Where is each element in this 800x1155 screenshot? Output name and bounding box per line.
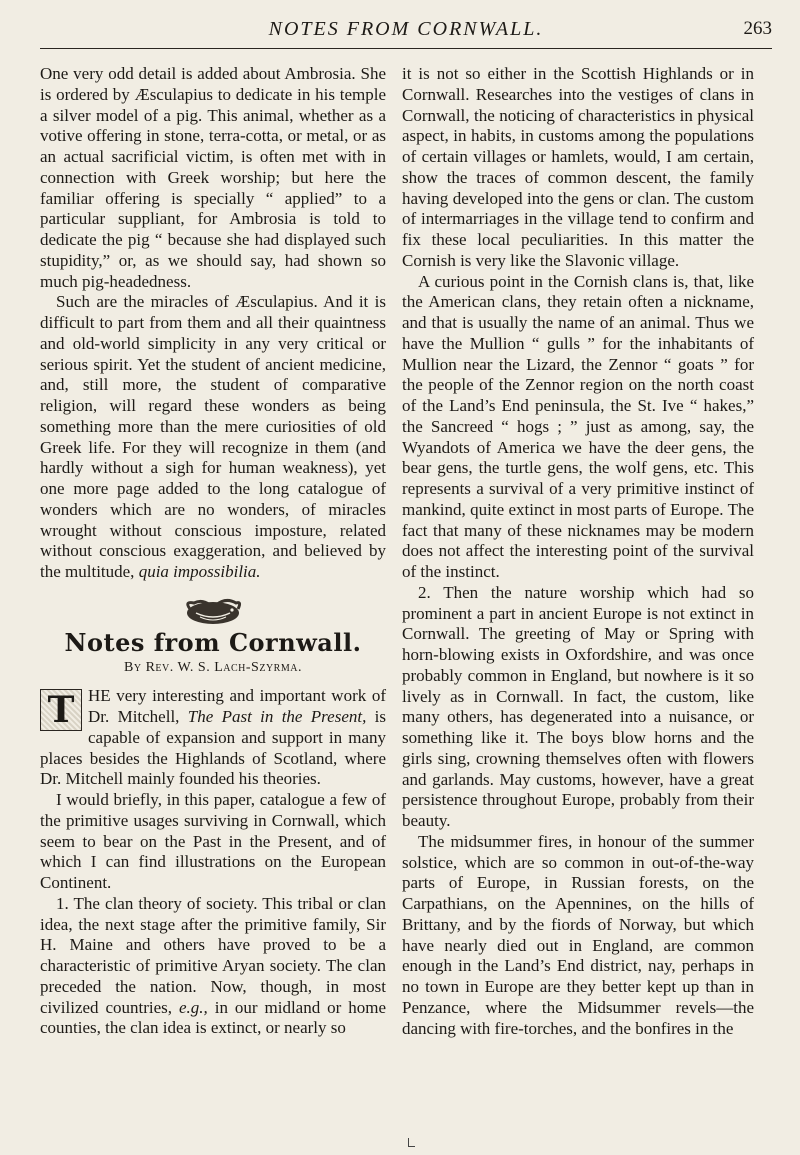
section-title: Notes from Cornwall.	[64, 627, 362, 657]
page-number: 263	[743, 18, 772, 39]
paragraph-intro: T HE very interesting and important work of Dr. Mitchell, The Past in the Present, is capable of expansion and support in many places besides the Highlands of Scotland, where Dr. Mitchell mainly founded his theories.	[40, 686, 387, 789]
corner-mark	[408, 1138, 415, 1147]
left-column	[40, 64, 386, 1039]
bird-ornament-icon	[182, 595, 244, 629]
paragraph-midsummer-fires: The midsummer fires, in honour of the summer solstice, which are so common in out-of-the-way parts of Europe, in Russian forests, on the Carpathians, on the Apennines, on the hills of Brittany, and by the fiords of Norway, but which have nearly died out in England, are common enough in the Land’s End district, nay, perhaps in no town in Europe are they better kept up than in Penzance, where the Midsummer revels—the dancing with fire-torches, and the bonfires in the	[402, 831, 754, 1038]
byline: By Rev. W. S. Lach-Szyrma.	[124, 659, 302, 675]
running-title: NOTES FROM CORNWALL.	[268, 18, 544, 40]
paragraph-nicknames: A curious point in the Cornish clans is, that, like the American clans, they retain often a nickname, and that is usually the name of an animal. Thus we have the Mullion “ gulls ” for the inhabitants of Mullion near the Lizard, the Zennor “ goats ” for the people of the Zennor region on the north coast of the Land’s End peninsula, the St. Ive “ hakes,” the Sancreed “ hogs ; ” just as among, say, the Wyandots of America we have the deer gens, the bear gens, the turtle gens, the wolf gens, etc. This represents a survival of a very primitive instinct of mankind, quite extinct in most parts of Europe. The fact that many of these nicknames may be modern does not affect the interesting point of the survival of the instinct.	[402, 271, 754, 581]
book-title: The Past in the Present,	[187, 707, 367, 726]
drop-cap: T	[40, 689, 82, 731]
page-header	[40, 14, 772, 49]
paragraph-nature-worship: 2. Then the nature worship which had so prominent a part in ancient Europe is not extinct in Cornwall. The greeting of May or Spring with horn-blowing exists in Oxfordshire, and was once probably common in England, but nowhere is it so lively as in Cornwall. In fact, the custom, like many others, has degenerated into a nuisance, or something like it. The boys blow horns and the girls sing, crowning themselves often with flowers and garlands. May customs, however, have a great persistence throughout Europe, probably from their beauty.	[402, 582, 754, 830]
latin-phrase: quia impossibilia.	[138, 562, 261, 581]
paragraph-clans-cornwall: it is not so either in the Scottish Highlands or in Cornwall. Researches into the vestiges of clans in Cornwall, the noticing of characteristics in physical aspect, in habits, in customs among the populations of certain villages or hamlets, would, I am certain, show the traces of common descent, the family having developed into the gens or clan. The custom of intermarriages in the village tend to confirm and fix these local peculiarities. In this matter the Cornish is very like the Slavonic village.	[402, 64, 754, 270]
paragraph-catalogue: I would briefly, in this paper, catalogue a few of the primitive usages surviving in Cornwall, which seem to bear on the Past in the Present, and of which I can find illustrations on the European Continent.	[40, 790, 386, 892]
paragraph-miracles: Such are the miracles of Æsculapius. And it is difficult to part from them and all their quaintness and old-world simplicity in any very critical or serious spirit. Yet the student of ancient medicine, and, still more, the student of comparative religion, will regard these wonders as being something more than the mere curiosities of old Greek life. For they will recognize in them (and hardly without a sigh for human weakness), yet one more page added to the long catalogue of wonders which are no wonders, of miracles wrought without conscious imposture, related without conscious exaggeration, and believed by the multitude, quia impossibilia.	[40, 292, 386, 581]
right-column	[402, 64, 754, 1039]
paragraph-clan-theory: 1. The clan theory of society. This tribal or clan idea, the next stage after the primitive family, Sir H. Maine and others have proved to be a characteristic of primitive Aryan society. The clan preceded the nation. Now, though, in most civilized countries, e.g., in our midland or home counties, the clan idea is extinct, or nearly so	[40, 893, 387, 1038]
paragraph-ambrosia: One very odd detail is added about Ambrosia. She is ordered by Æsculapius to dedicate in his temple a silver model of a pig. This animal, whether as a votive offering in stone, terra-cotta, or metal, or as an actual sacrificial victim, is often met with in connection with Greek worship; but here the familiar offering is specially “ applied” to a particular suppliant, for Ambrosia is told to dedicate the pig “ because she had displayed such stupidity,” or, as we should say, had shown so much pig-headedness.	[40, 64, 386, 291]
